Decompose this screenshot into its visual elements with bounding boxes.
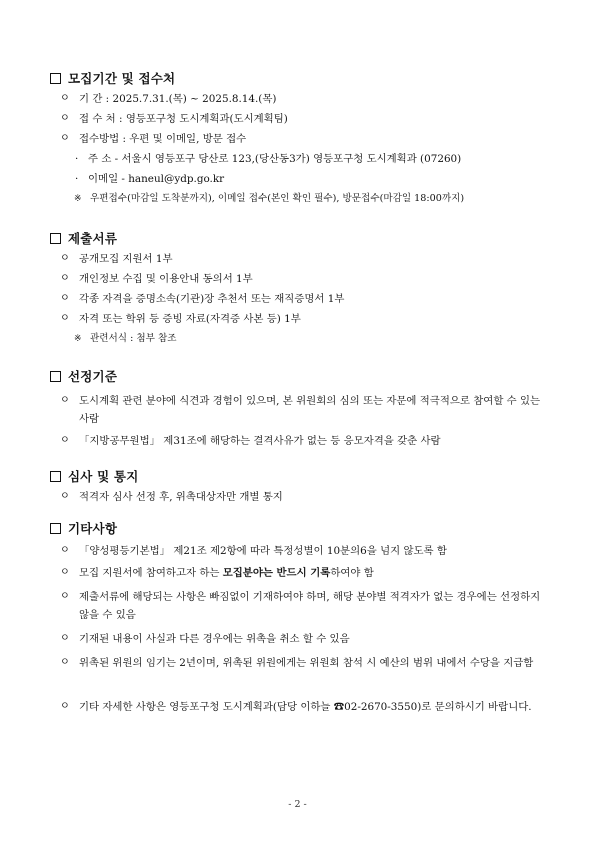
recruit-period: ㅇ 기 간 : 2025.7.31.(목) ~ 2025.8.14.(목): [60, 93, 277, 105]
circle-bullet-icon: ㅇ: [60, 395, 70, 406]
etc-item: ㅇ 모집 지원서에 참여하고자 하는 모집분야는 반드시 기록하여야 함: [60, 567, 374, 579]
recruit-address: · 주 소 - 서울시 영등포구 당산로 123,(당산동3가) 영등포구청 도시계획과 (07260): [75, 153, 462, 165]
circle-bullet-icon: ㅇ: [60, 591, 70, 602]
circle-bullet-icon: ㅇ: [60, 545, 70, 556]
circle-bullet-icon: ㅇ: [60, 133, 70, 144]
section-heading: [50, 466, 560, 486]
section-title: 모집기간 및 접수처: [68, 71, 176, 86]
circle-bullet-icon: ㅇ: [60, 657, 70, 668]
recruit-note: ※ 우편접수(마감일 도착분까지), 이메일 접수(본인 확인 필수), 방문접수(마감일 18:00까지): [74, 193, 465, 204]
section-heading: [50, 518, 560, 538]
section-recruit: [50, 68, 560, 210]
circle-bullet-icon: ㅇ: [60, 113, 70, 124]
etc-item: ㅇ 기타 자세한 사항은 영등포구청 도시계획과(담당 이하늘 ☎02-2670-3550)로 문의하시기 바랍니다.: [50, 698, 549, 742]
section-heading: [50, 68, 560, 88]
circle-bullet-icon: ㅇ: [60, 293, 70, 304]
dot-bullet-icon: ·: [75, 173, 79, 185]
checkbox-square-icon: [50, 471, 61, 482]
document-item: ㅇ 각종 자격을 증명소속(기관)장 추천서 또는 재직증명서 1부: [60, 293, 345, 305]
section-heading: [50, 366, 560, 386]
review-item: ㅇ 적격자 심사 선정 후, 위촉대상자만 개별 통지: [60, 491, 283, 503]
circle-bullet-icon: ㅇ: [60, 313, 70, 324]
criteria-item: ㅇ 「지방공무원법」 제31조에 해당하는 결격사유가 없는 등 응모자격을 갖춘 사람: [60, 435, 441, 447]
circle-bullet-icon: ㅇ: [60, 273, 70, 284]
checkbox-square-icon: [50, 233, 61, 244]
criteria-item: ㅇ 도시계획 관련 분야에 식견과 경험이 있으며, 본 위원회의 심의 또는 자문에 적극적으로 참여할 수 있는 사람: [50, 392, 549, 434]
checkbox-square-icon: [50, 73, 61, 84]
circle-bullet-icon: ㅇ: [60, 633, 70, 644]
etc-item: ㅇ 「양성평등기본법」 제21조 제2항에 따라 특정성별이 10분의6을 넘지 않도록 함: [60, 545, 447, 557]
page-number: - 2 -: [288, 799, 307, 810]
checkbox-square-icon: [50, 371, 61, 382]
document-item: ㅇ 개인정보 수집 및 이용안내 동의서 1부: [60, 273, 253, 285]
section-review: [50, 466, 560, 510]
section-title: 선정기준: [68, 369, 118, 384]
checkbox-square-icon: [50, 523, 61, 534]
circle-bullet-icon: ㅇ: [60, 435, 70, 446]
etc-item: ㅇ 기재된 내용이 사실과 다른 경우에는 위촉을 취소 할 수 있음: [60, 633, 350, 645]
document-item: ㅇ 공개모집 지원서 1부: [60, 253, 173, 265]
section-title: 심사 및 통지: [68, 469, 139, 484]
recruit-email: · 이메일 - haneul@ydp.go.kr: [75, 173, 225, 185]
etc-item: ㅇ 제출서류에 해당되는 사항은 빠짐없이 기재하여야 하며, 해당 분야별 적격자가 없는 경우에는 선정하지 않을 수 있음: [50, 588, 549, 632]
section-criteria: [50, 366, 560, 454]
reference-mark-icon: ※: [74, 194, 82, 204]
dot-bullet-icon: ·: [75, 153, 79, 165]
section-documents: [50, 228, 560, 350]
circle-bullet-icon: ㅇ: [60, 491, 70, 502]
recruit-method: ㅇ 접수방법 : 우편 및 이메일, 방문 접수: [60, 133, 247, 145]
emphasis-text: 모집분야는 반드시 기록: [222, 567, 331, 579]
circle-bullet-icon: ㅇ: [60, 567, 70, 578]
reference-mark-icon: ※: [74, 334, 82, 344]
etc-item: ㅇ 위촉된 위원의 임기는 2년이며, 위촉된 위원에게는 위원회 참석 시 예산의 범위 내에서 수당을 지급함: [50, 654, 549, 698]
circle-bullet-icon: ㅇ: [60, 253, 70, 264]
section-etc: [50, 518, 560, 742]
circle-bullet-icon: ㅇ: [60, 701, 70, 712]
section-heading: [50, 228, 560, 248]
documents-note: ※ 관련서식 : 첨부 참조: [74, 333, 177, 344]
recruit-office: ㅇ 접 수 처 : 영등포구청 도시계획과(도시계획팀): [60, 113, 288, 125]
section-title: 제출서류: [68, 231, 118, 246]
circle-bullet-icon: ㅇ: [60, 93, 70, 104]
document-item: ㅇ 자격 또는 학위 등 증빙 자료(자격증 사본 등) 1부: [60, 313, 301, 325]
section-title: 기타사항: [68, 521, 118, 536]
